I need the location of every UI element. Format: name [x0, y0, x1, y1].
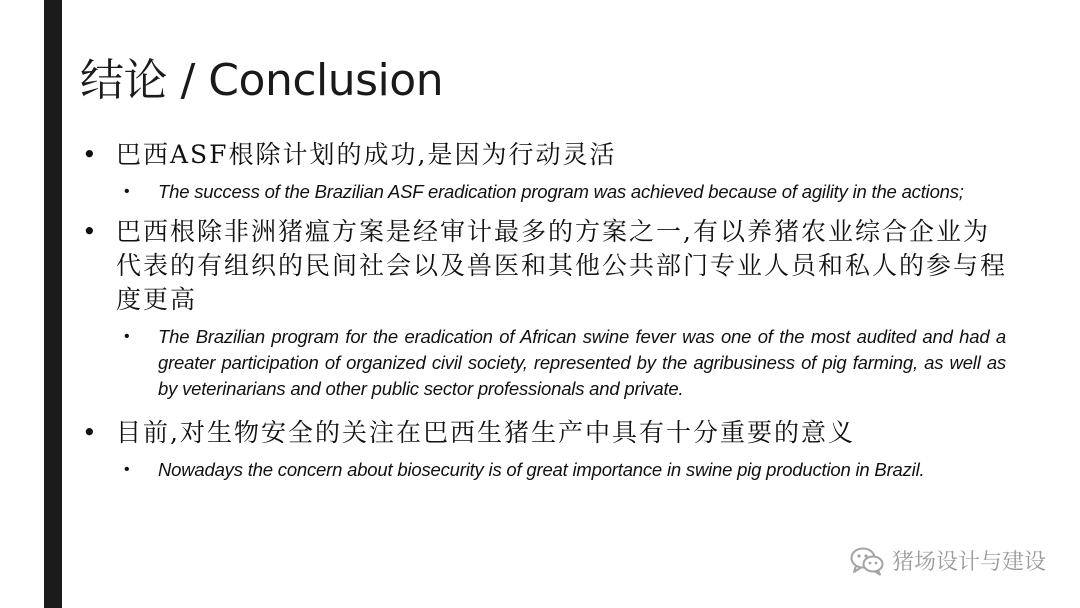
bullet-marker: •: [82, 140, 97, 169]
left-accent-bar: [44, 0, 62, 608]
bullet-marker: •: [82, 418, 97, 447]
bullet-text-zh: 巴西ASF根除计划的成功,是因为行动灵活: [116, 140, 617, 169]
sub-bullet-item-en: [80, 179, 1010, 205]
sub-bullet-marker: •: [124, 183, 130, 200]
bullet-item-zh: [80, 215, 1010, 317]
sub-bullet-marker: •: [124, 461, 130, 478]
bullet-marker: •: [82, 217, 97, 246]
sub-bullet-item-en: [80, 324, 1010, 402]
watermark-text: 猪场设计与建设: [891, 550, 1046, 575]
wechat-icon: [850, 546, 884, 576]
bullet-text-zh: 目前,对生物安全的关注在巴西生猪生产中具有十分重要的意义: [116, 418, 855, 447]
bullet-text-zh: 巴西根除非洲猪瘟方案是经审计最多的方案之一,有以养猪农业综合企业为代表的有组织的民间社会以及兽医和其他公共部门专业人员和私人的参与程度更高: [116, 217, 1008, 314]
bullet-item-zh: [80, 416, 1010, 450]
slide-title: 结论 / Conclusion: [80, 55, 444, 106]
sub-bullet-text-en: The success of the Brazilian ASF eradication program was achieved because of agility in the actions;: [158, 181, 964, 202]
sub-bullet-text-en: Nowadays the concern about biosecurity is of great importance in swine pig production in Brazil.: [158, 459, 925, 480]
bullet-item-zh: [80, 138, 1010, 172]
sub-bullet-item-en: [80, 457, 1010, 483]
sub-bullet-text-en: The Brazilian program for the eradication of African swine fever was one of the most audited and had a greater participation of organized civil society, represented by the agribusiness of pig farming, as well as by veterinarians and other public sector professionals and private.: [158, 326, 1006, 399]
bullet-list: [80, 138, 1010, 483]
watermark: [850, 545, 1046, 576]
sub-bullet-marker: •: [124, 328, 130, 345]
